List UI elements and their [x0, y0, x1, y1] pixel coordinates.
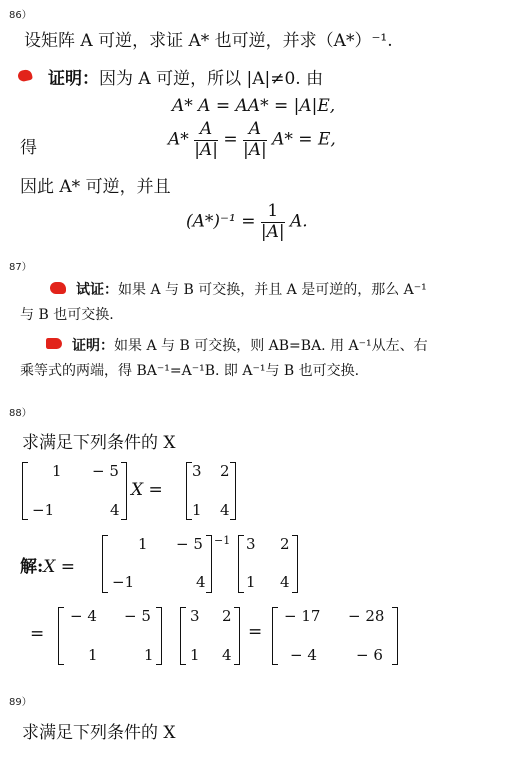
matrix-cell: 3: [246, 535, 256, 553]
matrix-cell: − 5: [92, 462, 119, 480]
bracket-left: [180, 607, 186, 665]
matrix-cell: 1: [52, 462, 62, 480]
eq2-fraction: [194, 120, 218, 160]
line-3: 因此 A* 可逆，并且: [20, 177, 171, 197]
matrix-cell: 1: [144, 646, 154, 664]
bracket-left: [58, 607, 64, 665]
bracket-right: [392, 607, 398, 665]
bracket-left: [22, 462, 28, 520]
matrix-cell: 2: [220, 462, 230, 480]
matrix-cell: 2: [280, 535, 290, 553]
bracket-left: [238, 535, 244, 593]
sol-x: X =: [43, 557, 76, 577]
problem-number-86: 86）: [9, 10, 32, 21]
red-marker-icon: [46, 338, 62, 349]
eq3-left: (A*)⁻¹ =: [186, 211, 256, 232]
bracket-right: [121, 462, 127, 520]
eq2-left: A*: [168, 129, 189, 150]
equals-sign-2: =: [248, 622, 263, 642]
eq3-right: A.: [290, 211, 308, 232]
equation-1: A* A = AA* = |A|E,: [172, 96, 336, 116]
proof-label: 证明：: [72, 338, 114, 354]
proof-87-line-2: 乘等式的两端，得 BA⁻¹=A⁻¹B. 即 A⁻¹与 B 也可交换.: [20, 363, 360, 379]
matrix-cell: 4: [220, 501, 230, 519]
eq2-equals: =: [223, 129, 238, 150]
proof-text-1: 如果 A 与 B 可交换，则 AB=BA. 用 A⁻¹从左、右: [114, 338, 428, 354]
matrix-cell: 2: [222, 607, 232, 625]
trial-text-1: 如果 A 与 B 可交换，并且 A 是可逆的，那么 A⁻¹: [118, 282, 427, 298]
bracket-left: [272, 607, 278, 665]
proof-86: [48, 64, 323, 89]
problem-number-87: 87）: [9, 262, 32, 273]
problem-number-88: 88）: [9, 408, 32, 419]
matrix-cell: − 17: [284, 607, 321, 625]
matrix-cell: 1: [246, 573, 256, 591]
eq3-den: |A|: [260, 221, 285, 242]
matrix-cell: 1: [138, 535, 148, 553]
matrix-cell: − 5: [124, 607, 151, 625]
matrix-cell: − 5: [176, 535, 203, 553]
problem-number-89: 89）: [9, 697, 32, 708]
red-marker-icon: [50, 282, 66, 294]
bracket-right: [206, 535, 212, 593]
proof-87-line-1: [72, 335, 428, 355]
problem-88-question: 求满足下列条件的 X: [22, 433, 176, 453]
eq3-fraction: [261, 202, 285, 242]
proof-text: 因为 A 可逆，所以 |A|≠0. 由: [99, 69, 324, 89]
matrix-cell: − 4: [290, 646, 317, 664]
bracket-right: [234, 607, 240, 665]
solution-label: [20, 552, 75, 577]
proof-label: 证明：: [48, 69, 99, 89]
matrix-cell: 1: [190, 646, 200, 664]
eq2-fraction-den: |A|: [194, 139, 218, 160]
equals-sign: =: [30, 624, 45, 644]
bracket-right: [230, 462, 236, 520]
eq3-num: 1: [267, 201, 279, 221]
trial-label: 试证：: [76, 282, 118, 298]
matrix-cell: 4: [110, 501, 120, 519]
red-marker-icon: [17, 69, 33, 83]
matrix-cell: −1: [32, 501, 55, 519]
matrix-cell: 3: [190, 607, 200, 625]
eq2-fraction-2: [243, 120, 267, 160]
eq2-fraction2-den: |A|: [242, 139, 267, 160]
matrix-cell: − 28: [348, 607, 385, 625]
trial-87-line-2: 与 B 也可交换.: [20, 307, 114, 323]
matrix-cell: 4: [280, 573, 290, 591]
bracket-left: [102, 535, 108, 593]
equation-3: [186, 202, 308, 242]
eq2-fraction2-num: A: [248, 119, 261, 139]
bracket-right: [292, 535, 298, 593]
eq2-fraction-num: A: [199, 119, 213, 139]
matrix-cell: − 6: [356, 646, 383, 664]
matrix-cell: 1: [88, 646, 98, 664]
matrix-cell: − 4: [70, 607, 97, 625]
matrix-cell: 1: [192, 501, 202, 519]
matrix-cell: 4: [222, 646, 232, 664]
trial-87-line-1: [76, 279, 427, 299]
inverse-exponent: −1: [214, 534, 231, 547]
x-equals: X =: [131, 480, 163, 500]
matrix-cell: −1: [112, 573, 135, 591]
de-label: 得: [20, 138, 37, 158]
bracket-right: [156, 607, 162, 665]
sol-label: 解:: [20, 557, 44, 577]
matrix-cell: 4: [196, 573, 206, 591]
equation-2: [168, 120, 336, 160]
matrix-cell: 3: [192, 462, 202, 480]
problem-86-question: 设矩阵 A 可逆，求证 A* 也可逆，并求（A*）⁻¹.: [24, 31, 393, 51]
problem-89-question: 求满足下列条件的 X: [22, 723, 176, 743]
eq2-right: A* = E,: [272, 129, 336, 150]
